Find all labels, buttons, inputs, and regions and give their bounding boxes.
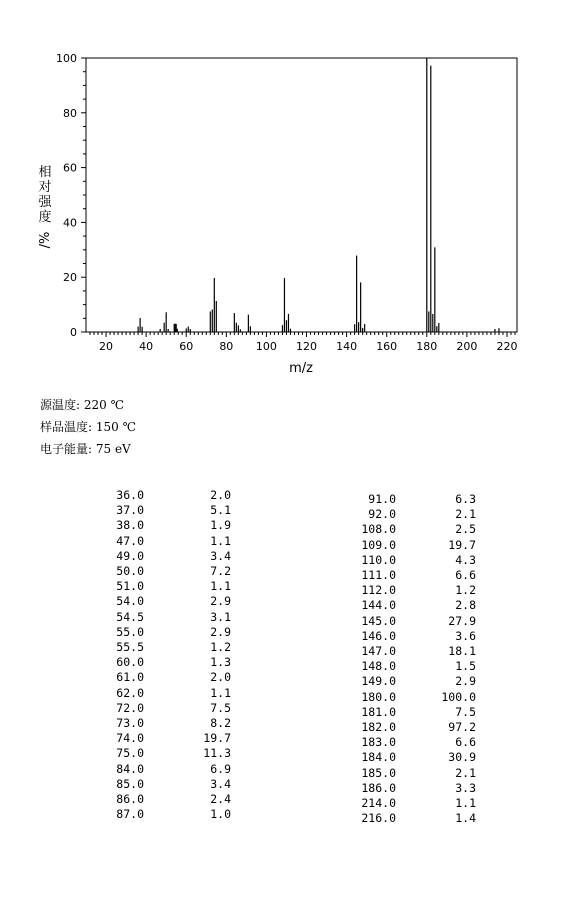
- peak-table-row: [356, 720, 476, 735]
- peak-bars: [138, 58, 499, 332]
- mz-value: 84.0: [116, 761, 144, 776]
- peak-table-row: [88, 503, 231, 518]
- peak-table-row: [356, 781, 476, 796]
- peak-table-row: [356, 766, 476, 781]
- peak-table-row: [88, 610, 231, 625]
- intensity-value: 3.1: [210, 609, 231, 624]
- intensity-value: 1.2: [455, 583, 476, 598]
- peak-table-row: [88, 777, 231, 792]
- intensity-value: 2.9: [210, 624, 231, 639]
- peak-table-row: [88, 518, 231, 533]
- peak-table-row: [88, 534, 231, 549]
- mz-value: 74.0: [116, 731, 144, 746]
- mz-value: 51.0: [116, 579, 144, 594]
- mz-value: 54.0: [116, 594, 144, 609]
- intensity-value: 6.6: [455, 735, 476, 750]
- mz-value: 37.0: [116, 503, 144, 518]
- peak-table-row: [88, 807, 231, 822]
- mz-value: 75.0: [116, 746, 144, 761]
- peak-table-row: [356, 690, 476, 705]
- peak-table-row: [356, 568, 476, 583]
- mz-value: 109.0: [361, 537, 396, 552]
- intensity-value: 1.2: [210, 640, 231, 655]
- mz-value: 47.0: [116, 533, 144, 548]
- mz-value: 148.0: [361, 659, 396, 674]
- mz-value: 87.0: [116, 807, 144, 822]
- mz-value: 147.0: [361, 644, 396, 659]
- electron-energy: 电子能量: 75 eV: [40, 442, 131, 456]
- intensity-value: 2.9: [455, 674, 476, 689]
- x-tick-label: 100: [255, 340, 277, 353]
- intensity-value: 1.5: [455, 659, 476, 674]
- x-tick-label: 80: [219, 340, 234, 353]
- intensity-value: 19.7: [448, 537, 476, 552]
- peak-table-row: [356, 538, 476, 553]
- intensity-value: 3.6: [455, 628, 476, 643]
- peak-table-row: [88, 579, 231, 594]
- mz-value: 55.0: [116, 624, 144, 639]
- mz-value: 86.0: [116, 792, 144, 807]
- peak-table-row: [356, 553, 476, 568]
- intensity-value: 1.4: [455, 811, 476, 826]
- peak-table-row: [88, 594, 231, 609]
- mz-value: 214.0: [361, 796, 396, 811]
- intensity-value: 2.1: [455, 507, 476, 522]
- peak-table-row: [356, 507, 476, 522]
- peak-table-row: [88, 792, 231, 807]
- mz-value: 112.0: [361, 583, 396, 598]
- sample-temperature: 样品温度: 150 ℃: [40, 420, 137, 434]
- y-axis-title-char: 度: [38, 210, 52, 225]
- intensity-value: 1.1: [210, 533, 231, 548]
- mz-value: 111.0: [361, 568, 396, 583]
- x-tick-label: 220: [496, 340, 518, 353]
- intensity-value: 1.3: [210, 655, 231, 670]
- mz-value: 62.0: [116, 685, 144, 700]
- peak-table-row: [356, 735, 476, 750]
- peak-table-row: [356, 629, 476, 644]
- mz-value: 61.0: [116, 670, 144, 685]
- mz-value: 49.0: [116, 548, 144, 563]
- mz-value: 145.0: [361, 613, 396, 628]
- peak-table-row: [356, 492, 476, 507]
- y-axis-title-char: 强: [38, 195, 52, 210]
- mz-value: 38.0: [116, 518, 144, 533]
- intensity-value: 18.1: [448, 644, 476, 659]
- intensity-value: 2.8: [455, 598, 476, 613]
- peak-table-row: [88, 716, 231, 731]
- y-tick-label: 100: [56, 52, 77, 65]
- x-tick-label: 120: [296, 340, 318, 353]
- intensity-value: 5.1: [210, 503, 231, 518]
- intensity-value: 1.1: [455, 796, 476, 811]
- x-tick-label: 40: [139, 340, 154, 353]
- mz-value: 185.0: [361, 765, 396, 780]
- intensity-value: 19.7: [203, 731, 231, 746]
- plot-frame: [86, 58, 517, 332]
- peak-table-row: [88, 731, 231, 746]
- x-axis-title: m/z: [289, 361, 313, 376]
- peak-table-row: [356, 583, 476, 598]
- peak-table-left: [88, 488, 231, 822]
- y-tick-label: 60: [63, 161, 77, 175]
- intensity-value: 3.4: [210, 776, 231, 791]
- intensity-value: 3.4: [210, 548, 231, 563]
- peak-table-row: [356, 750, 476, 765]
- mz-value: 73.0: [116, 716, 144, 731]
- x-tick-label: 140: [336, 340, 358, 353]
- intensity-value: 1.1: [210, 685, 231, 700]
- intensity-value: 2.0: [210, 670, 231, 685]
- y-axis-title: [38, 164, 53, 248]
- peak-table-right: [356, 492, 476, 826]
- intensity-value: 6.9: [210, 761, 231, 776]
- peak-table-row: [356, 614, 476, 629]
- intensity-value: 1.0: [210, 807, 231, 822]
- y-tick-label: 0: [70, 326, 77, 339]
- y-axis-title-char: 相: [38, 165, 52, 180]
- y-tick-label: 80: [63, 106, 77, 120]
- mz-value: 216.0: [361, 811, 396, 826]
- intensity-value: 7.2: [210, 564, 231, 579]
- peak-table-row: [356, 811, 476, 826]
- peak-table-row: [88, 762, 231, 777]
- intensity-value: 7.5: [210, 700, 231, 715]
- peak-table-row: [88, 686, 231, 701]
- x-tick-label: 20: [99, 340, 114, 353]
- mz-value: 36.0: [116, 488, 144, 502]
- mz-value: 182.0: [361, 720, 396, 735]
- mz-value: 50.0: [116, 564, 144, 579]
- y-tick-label: 20: [63, 271, 77, 285]
- intensity-value: 97.2: [448, 720, 476, 735]
- intensity-value: 7.5: [455, 704, 476, 719]
- mz-value: 146.0: [361, 628, 396, 643]
- intensity-value: 2.9: [210, 594, 231, 609]
- intensity-value: 8.2: [210, 716, 231, 731]
- peak-table-row: [356, 796, 476, 811]
- x-tick-label: 200: [456, 340, 478, 353]
- mz-value: 108.0: [361, 522, 396, 537]
- peak-table-row: [88, 701, 231, 716]
- intensity-value: 6.3: [455, 492, 476, 506]
- intensity-value: 2.0: [210, 488, 231, 502]
- peak-table-row: [356, 598, 476, 613]
- intensity-value: 1.9: [210, 518, 231, 533]
- intensity-value: 4.3: [455, 552, 476, 567]
- y-axis-title-unit: /%: [38, 231, 53, 249]
- peak-table-row: [88, 670, 231, 685]
- peak-table-row: [356, 522, 476, 537]
- peak-table-row: [356, 644, 476, 659]
- peak-table-row: [356, 705, 476, 720]
- mz-value: 91.0: [368, 492, 396, 506]
- x-tick-label: 180: [416, 340, 438, 353]
- mass-spectrum-chart: [0, 0, 570, 385]
- peak-table-row: [88, 564, 231, 579]
- mz-value: 110.0: [361, 552, 396, 567]
- intensity-value: 100.0: [441, 689, 476, 704]
- mz-value: 186.0: [361, 780, 396, 795]
- intensity-value: 27.9: [448, 613, 476, 628]
- mz-value: 54.5: [116, 609, 144, 624]
- mz-value: 144.0: [361, 598, 396, 613]
- intensity-value: 3.3: [455, 780, 476, 795]
- mz-value: 180.0: [361, 689, 396, 704]
- mz-value: 184.0: [361, 750, 396, 765]
- x-tick-label: 160: [376, 340, 398, 353]
- intensity-value: 2.5: [455, 522, 476, 537]
- mz-value: 72.0: [116, 700, 144, 715]
- mz-value: 149.0: [361, 674, 396, 689]
- mz-value: 181.0: [361, 704, 396, 719]
- intensity-value: 2.1: [455, 765, 476, 780]
- x-tick-label: 60: [179, 340, 194, 353]
- peak-table-row: [88, 640, 231, 655]
- y-tick-label: 40: [63, 216, 77, 230]
- intensity-value: 6.6: [455, 568, 476, 583]
- x-axis-ticks: [90, 332, 517, 353]
- mz-value: 183.0: [361, 735, 396, 750]
- intensity-value: 1.1: [210, 579, 231, 594]
- y-axis-ticks: [56, 52, 86, 339]
- peak-table-row: [356, 659, 476, 674]
- peak-table-row: [88, 549, 231, 564]
- peak-table-row: [88, 625, 231, 640]
- intensity-value: 2.4: [210, 792, 231, 807]
- peak-table-row: [88, 746, 231, 761]
- source-temperature: 源温度: 220 ℃: [40, 398, 125, 412]
- peak-table-row: [356, 674, 476, 689]
- intensity-value: 11.3: [203, 746, 231, 761]
- y-axis-title-char: 对: [38, 180, 52, 195]
- mz-value: 92.0: [368, 507, 396, 522]
- peak-table-row: [88, 488, 231, 503]
- mz-value: 85.0: [116, 776, 144, 791]
- mz-value: 55.5: [116, 640, 144, 655]
- mz-value: 60.0: [116, 655, 144, 670]
- intensity-value: 30.9: [448, 750, 476, 765]
- peak-table-row: [88, 655, 231, 670]
